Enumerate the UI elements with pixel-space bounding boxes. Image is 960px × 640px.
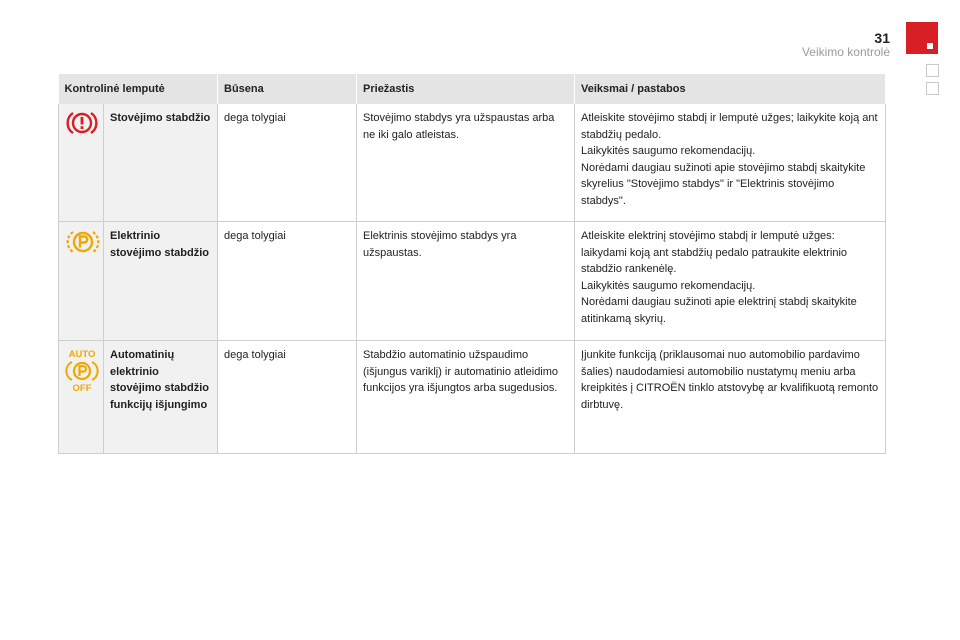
warning-light-name: Elektrinio stovėjimo stabdžio [104, 222, 218, 341]
action-line: Laikykitės saugumo rekomendacijų. [581, 145, 756, 157]
column-header-state: Būsena [218, 74, 357, 104]
side-marker-box [926, 64, 939, 77]
column-header-warning-light: Kontrolinė lemputė [59, 74, 218, 104]
warning-light-name: Stovėjimo stabdžio [104, 104, 218, 222]
column-header-cause: Priežastis [357, 74, 575, 104]
electric-parking-brake-icon [65, 228, 101, 262]
action-cell [575, 341, 886, 454]
action-cell [575, 222, 886, 341]
icon-cell [59, 341, 104, 454]
table-row [59, 222, 886, 341]
page-number: 31 [874, 30, 890, 46]
icon-cell [59, 104, 104, 222]
action-line: Norėdami daugiau sužinoti apie elektrinį stabdį skaitykite atitinkamą skyrių. [581, 296, 857, 325]
state-cell: dega tolygiai [218, 341, 357, 454]
table-row [59, 104, 886, 222]
table-header-row [59, 74, 886, 104]
column-header-action: Veiksmai / pastabos [575, 74, 886, 104]
section-tab-mark [927, 43, 933, 49]
auto-parking-brake-off-icon [65, 347, 99, 399]
state-cell: dega tolygiai [218, 222, 357, 341]
action-line: Atleiskite stovėjimo stabdį ir lemputė užges; laikykite koją ant stabdžių pedalo. [581, 112, 878, 141]
icon-cell [59, 222, 104, 341]
cause-cell: Elektrinis stovėjimo stabdys yra užspaustas. [357, 222, 575, 341]
state-cell: dega tolygiai [218, 104, 357, 222]
cause-cell: Stovėjimo stabdys yra užspaustas arba ne iki galo atleistas. [357, 104, 575, 222]
side-marker-box [926, 82, 939, 95]
action-line: Norėdami daugiau sužinoti apie stovėjimo stabdį skaitykite skyrelius "Stovėjimo stabdys" ir "Elektrinis stovėjimo stabdys". [581, 161, 866, 207]
action-line: Atleiskite elektrinį stovėjimo stabdį ir lemputė užges: laikydami koją ant stabdžių pedalo patraukite elektrinio stabdžio rankenėlę. [581, 230, 848, 275]
cause-cell: Stabdžio automatinio užspaudimo (išjungus variklį) ir automatinio atleidimo funkcijos yra išjungtos arba sugedusios. [357, 341, 575, 454]
action-line: Laikykitės saugumo rekomendacijų. [581, 279, 756, 292]
warning-lights-table [58, 74, 886, 454]
action-line: Įjunkite funkciją (priklausomai nuo automobilio pardavimo šalies) naudodamiesi automobilio nustatymų meniu arba kreipkitės į CITROËN tinklo atstovybę ar kvalifikuotą remonto dirbtuvę. [581, 349, 879, 411]
icon-text-auto: AUTO [68, 349, 96, 360]
table-row [59, 341, 886, 454]
warning-light-name: Automatinių elektrinio stovėjimo stabdžio funkcijų išjungimo [104, 341, 218, 454]
section-tab [906, 22, 938, 54]
icon-text-off: OFF [72, 383, 92, 393]
section-title: Veikimo kontrolė [801, 45, 890, 59]
action-cell [575, 104, 886, 222]
parking-brake-warning-icon [65, 110, 99, 142]
